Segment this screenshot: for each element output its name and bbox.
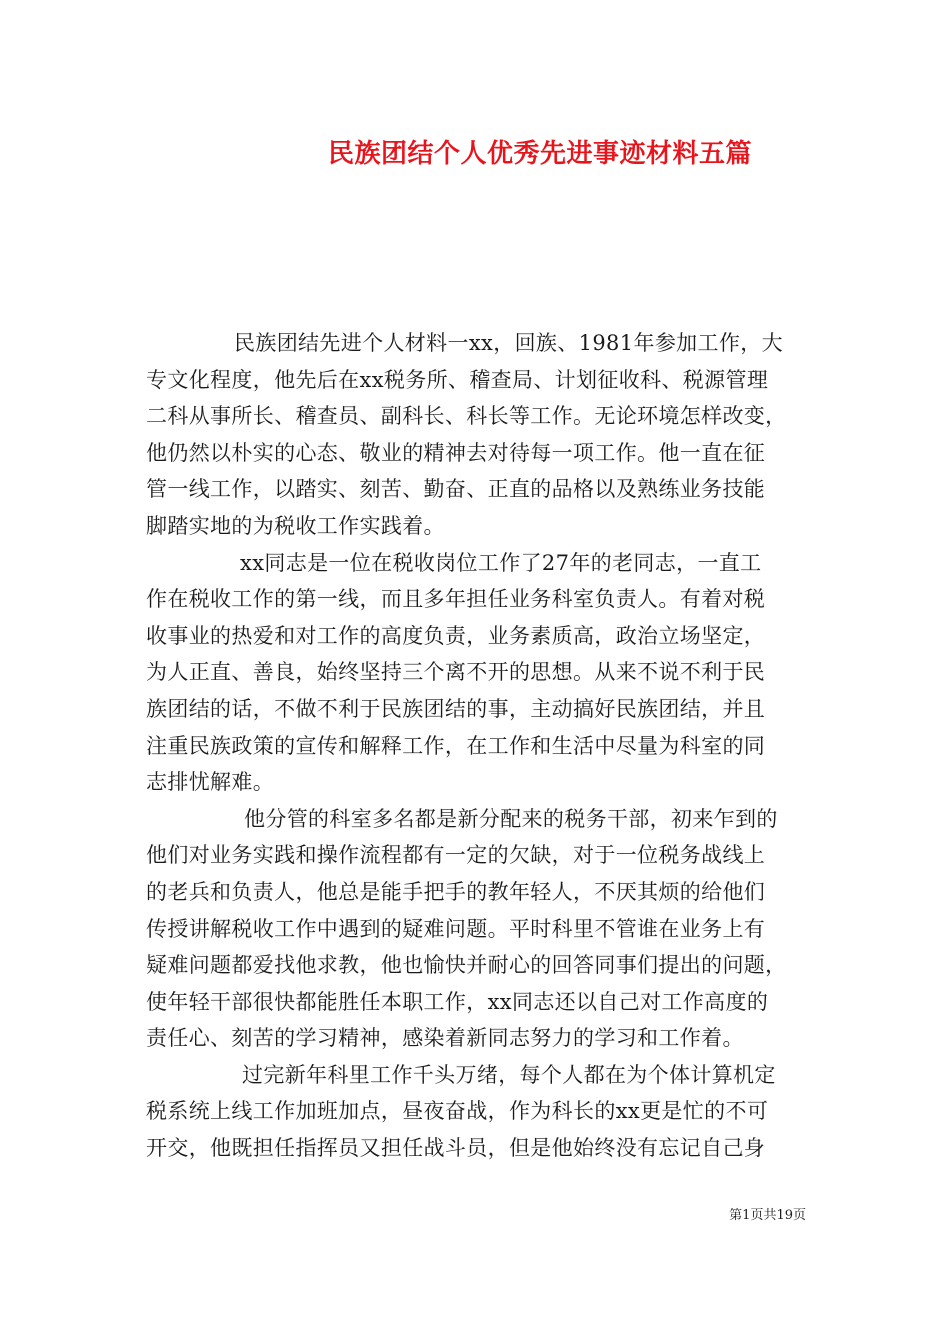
document-title: 民族团结个人优秀先进事迹材料五篇	[327, 139, 752, 169]
text-line: 使年轻干部很快都能胜任本职工作，xx同志还以自己对工作高度的	[146, 989, 769, 1014]
text-line: xx同志是一位在税收岗位工作了27年的老同志，一直工	[240, 550, 762, 575]
text-line: 开交，他既担任指挥员又担任战斗员，但是他始终没有忘记自己身	[146, 1136, 766, 1161]
text-line: 他仍然以朴实的心态、敬业的精神去对待每一项工作。他一直在征	[146, 440, 766, 465]
document-body	[146, 325, 806, 1167]
text-line: 二科从事所长、稽查员、副科长、科长等工作。无论环境怎样改变，	[146, 404, 787, 429]
text-line: 为人正直、善良，始终坚持三个离不开的思想。从来不说不利于民	[146, 660, 766, 685]
paragraph-1	[146, 325, 806, 545]
text-line: 脚踏实地的为税收工作实践着。	[146, 513, 445, 538]
paragraph-3	[146, 801, 806, 1057]
text-line: 税系统上线工作加班加点，昼夜奋战，作为科长的xx更是忙的不可	[146, 1099, 769, 1124]
text-line: 责任心、刻苦的学习精神，感染着新同志努力的学习和工作着。	[146, 1026, 744, 1051]
text-line: 过完新年科里工作千头万绪，每个人都在为个体计算机定	[242, 1062, 776, 1087]
text-line: 传授讲解税收工作中遇到的疑难问题。平时科里不管谁在业务上有	[146, 916, 766, 941]
paragraph-4	[146, 1057, 806, 1167]
page-number: 第1页共19页	[729, 1208, 806, 1223]
text-line: 他分管的科室多名都是新分配来的税务干部，初来乍到的	[244, 806, 778, 831]
text-line: 管一线工作，以踏实、刻苦、勤奋、正直的品格以及熟练业务技能	[146, 477, 766, 502]
text-line: 他们对业务实践和操作流程都有一定的欠缺，对于一位税务战线上	[146, 843, 766, 868]
text-line: 的老兵和负责人，他总是能手把手的教年轻人，不厌其烦的给他们	[146, 879, 766, 904]
text-line: 作在税收工作的第一线，而且多年担任业务科室负责人。有着对税	[146, 587, 766, 612]
paragraph-2	[146, 545, 806, 801]
text-line: 族团结的话，不做不利于民族团结的事，主动搞好民族团结，并且	[146, 696, 766, 721]
text-line: 志排忧解难。	[146, 770, 275, 795]
text-line: 注重民族政策的宣传和解释工作，在工作和生活中尽量为科室的同	[146, 733, 766, 758]
text-line: 专文化程度，他先后在xx税务所、稽查局、计划征收科、税源管理	[146, 367, 769, 392]
text-line: 民族团结先进个人材料一xx，回族、1981年参加工作，大	[234, 331, 783, 355]
text-line: 收事业的热爱和对工作的高度负责，业务素质高，政治立场坚定，	[146, 623, 766, 648]
text-line: 疑难问题都爱找他求教，他也愉快并耐心的回答同事们提出的问题，	[146, 953, 787, 978]
